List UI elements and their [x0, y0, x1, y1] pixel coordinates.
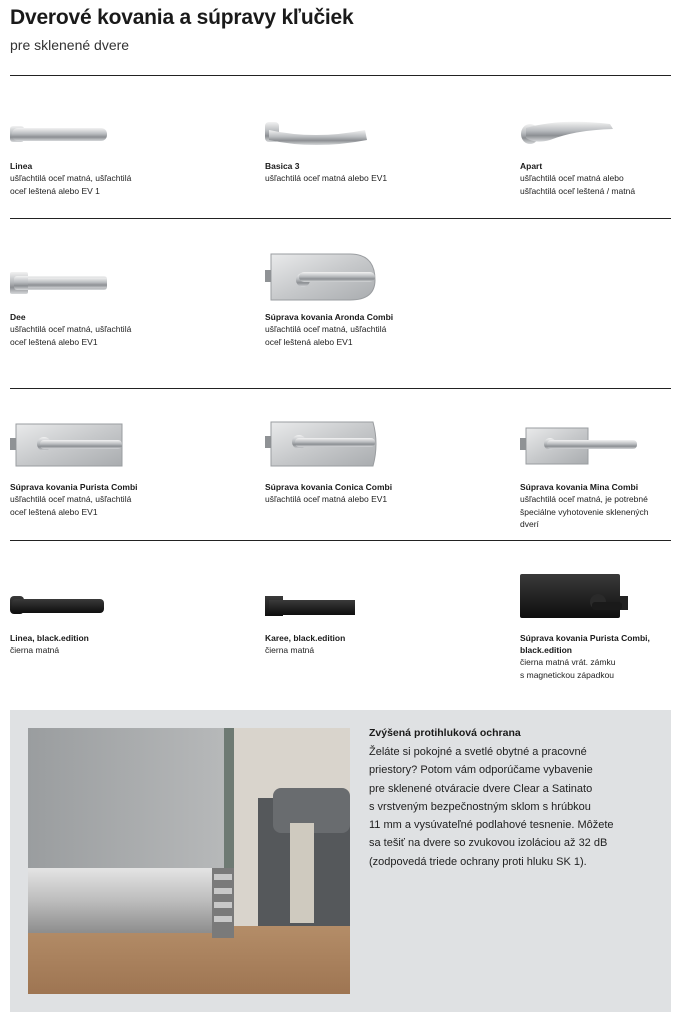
product-desc: ušľachtilá oceľ matná, ušľachtilá oceľ leštená alebo EV1	[265, 324, 387, 347]
product-name: Linea	[10, 161, 33, 171]
divider	[10, 75, 671, 76]
product-name: Súprava kovania Mina Combi	[520, 482, 639, 492]
glass-lock-mina-icon	[520, 420, 690, 490]
product-name: Súprava kovania Conica Combi	[265, 482, 393, 492]
glass-lock-aronda-icon	[265, 250, 465, 320]
product-desc: ušľachtilá oceľ matná, ušľachtilá oceľ leštená alebo EV 1	[10, 173, 132, 196]
divider	[10, 540, 671, 541]
glass-lock-conica-icon	[265, 420, 465, 490]
page-subtitle: pre sklenené dvere	[10, 37, 130, 53]
product-desc: čierna matná	[265, 645, 315, 655]
product-name: Linea, black.edition	[10, 633, 89, 643]
product-desc: čierna matná	[10, 645, 60, 655]
product-desc: ušľachtilá oceľ matná alebo ušľachtilá oceľ leštená / matná	[520, 173, 636, 196]
product-name: Súprava kovania Aronda Combi	[265, 312, 394, 322]
feature-heading: Zvýšená protihluková ochrana	[369, 727, 521, 739]
product-name: Dee	[10, 312, 26, 322]
product-name: Basica 3	[265, 161, 300, 171]
product-name: Súprava kovania Purista Combi	[10, 482, 138, 492]
product-name: Karee, black.edition	[265, 633, 346, 643]
glass-lock-purista-icon	[10, 420, 210, 490]
lever-handle-karee-black-icon	[265, 570, 465, 640]
lever-handle-linea-black-icon	[10, 570, 210, 640]
product-desc: ušľachtilá oceľ matná alebo EV1	[265, 173, 388, 183]
feature-panel	[10, 710, 671, 1012]
product-name: Súprava kovania Purista Combi, black.edition	[520, 633, 650, 655]
product-desc: ušľachtilá oceľ matná, je potrebné špeciálne vyhotovenie sklenených dverí	[520, 494, 649, 529]
product-desc: ušľachtilá oceľ matná, ušľachtilá oceľ leštená alebo EV1	[10, 324, 132, 347]
glass-lock-purista-black-icon	[520, 570, 690, 640]
product-desc: ušľachtilá oceľ matná alebo EV1	[265, 494, 388, 504]
feature-text: Želáte si pokojné a svetlé obytné a pracovné priestory? Potom vám odporúčame vybavenie pre sklenené otváracie dvere Clear a Satinato s vrstveným bezpečnostným sklom s hrúbkou 11 mm a vysúvateľné podlahové tesnenie. Môžete sa tešiť na dvere so zvukovou izoláciou až 32 dB (zodpovedá triede ochrany proti hluku SK 1).	[369, 746, 614, 868]
divider	[10, 388, 671, 389]
door-floor-seal-photo-icon	[28, 728, 350, 994]
page-title: Dverové kovania a súpravy kľučiek	[10, 6, 354, 29]
lever-handle-dee-icon	[10, 250, 210, 320]
product-desc: čierna matná vrát. zámku s magnetickou západkou	[520, 657, 616, 680]
divider	[10, 218, 671, 219]
product-name: Apart	[520, 161, 543, 171]
product-desc: ušľachtilá oceľ matná, ušľachtilá oceľ leštená alebo EV1	[10, 494, 132, 517]
